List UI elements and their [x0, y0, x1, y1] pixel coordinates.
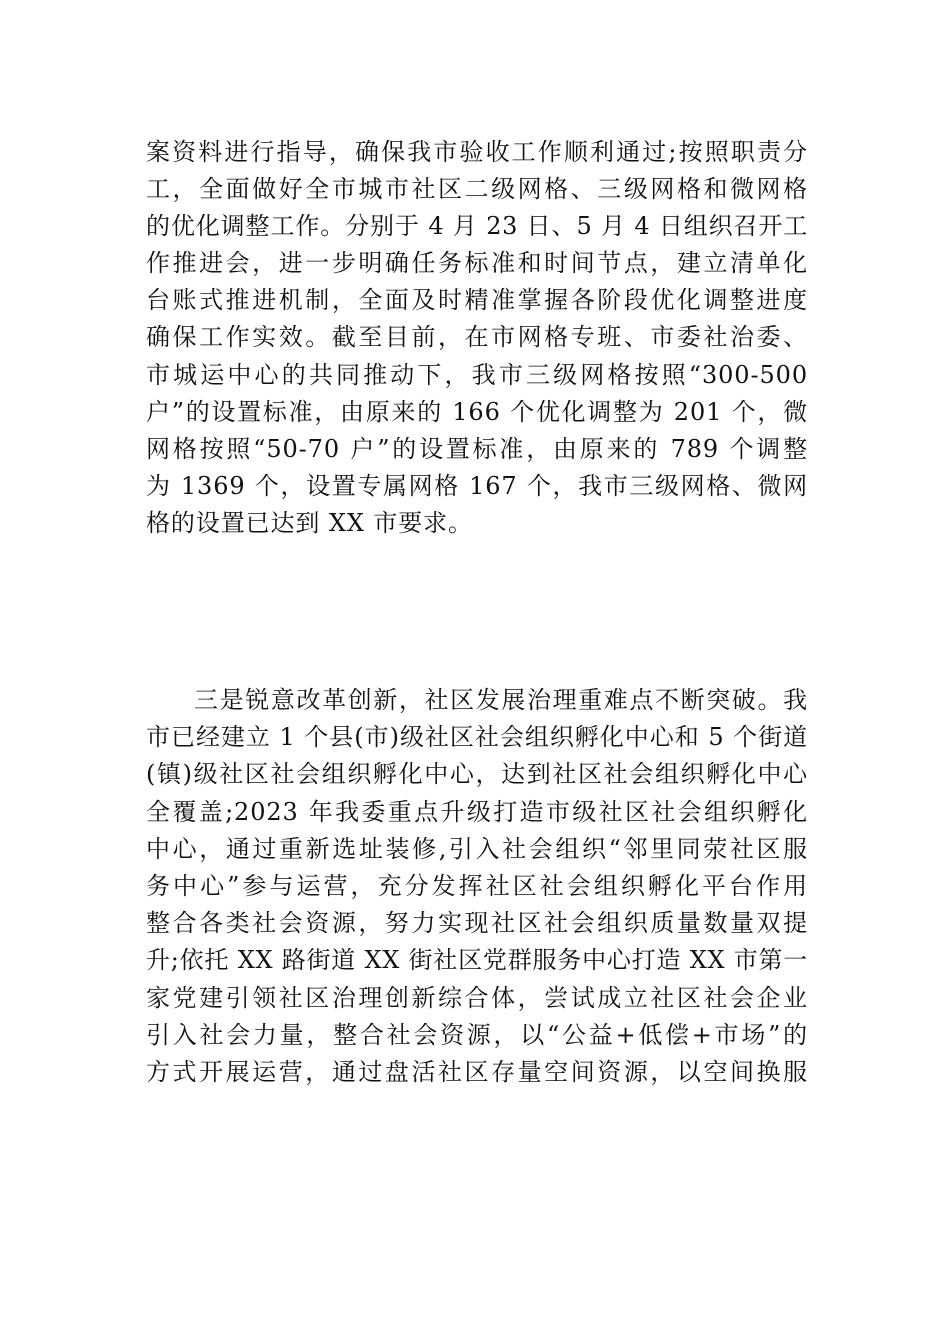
paragraph-line: 台账式推进机制，全面及时精准掌握各阶段优化调整进度 — [146, 286, 808, 315]
paragraph-line: 为 1369 个，设置专属网格 167 个，我市三级网格、微网 — [146, 471, 808, 500]
paragraph-line: 市城运中心的共同推动下，我市三级网格按照“300-500 — [146, 360, 808, 389]
paragraph-grid-optimization — [146, 134, 808, 542]
paragraph-line: 整合各类社会资源，努力实现社区社会组织质量数量双提 — [146, 909, 808, 938]
paragraph-line: (镇)级社区社会组织孵化中心，达到社区社会组织孵化中心 — [146, 760, 808, 789]
paragraph-line: 格的设置已达到 XX 市要求。 — [146, 508, 473, 537]
paragraph-line: 全覆盖;2023 年我委重点升级打造市级社区社会组织孵化 — [146, 797, 808, 826]
paragraph-reform-innovation — [146, 682, 808, 1091]
paragraph-line: 务中心”参与运营，充分发挥社区社会组织孵化平台作用 — [146, 871, 808, 900]
paragraph-line: 户”的设置标准，由原来的 166 个优化调整为 201 个，微 — [146, 397, 808, 426]
paragraph-line: 升;依托 XX 路街道 XX 街社区党群服务中心打造 XX 市第一 — [146, 946, 808, 975]
paragraph-line: 三是锐意改革创新，社区发展治理重难点不断突破。我 — [194, 686, 808, 714]
paragraph-line: 的优化调整工作。分别于 4 月 23 日、5 月 4 日组织召开工 — [146, 212, 808, 241]
paragraph-line: 市已经建立 1 个县(市)级社区社会组织孵化中心和 5 个街道 — [146, 723, 808, 752]
paragraph-line: 案资料进行指导，确保我市验收工作顺利通过;按照职责分 — [146, 138, 808, 166]
paragraph-line: 引入社会力量，整合社会资源，以“公益+低偿+市场”的 — [146, 1020, 808, 1049]
paragraph-line: 方式开展运营，通过盘活社区存量空间资源，以空间换服 — [146, 1057, 808, 1086]
paragraph-line: 作推进会，进一步明确任务标准和时间节点，建立清单化 — [146, 249, 808, 278]
paragraph-line: 网格按照“50-70 户”的设置标准，由原来的 789 个调整 — [146, 434, 808, 463]
paragraph-line: 工，全面做好全市城市社区二级网格、三级网格和微网格 — [146, 175, 808, 204]
paragraph-line: 家党建引领社区治理创新综合体，尝试成立社区社会企业 — [146, 983, 808, 1012]
paragraph-line: 确保工作实效。截至目前，在市网格专班、市委社治委、 — [146, 323, 808, 352]
paragraph-line: 中心，通过重新选址装修,引入社会组织“邻里同荥社区服 — [146, 834, 808, 863]
